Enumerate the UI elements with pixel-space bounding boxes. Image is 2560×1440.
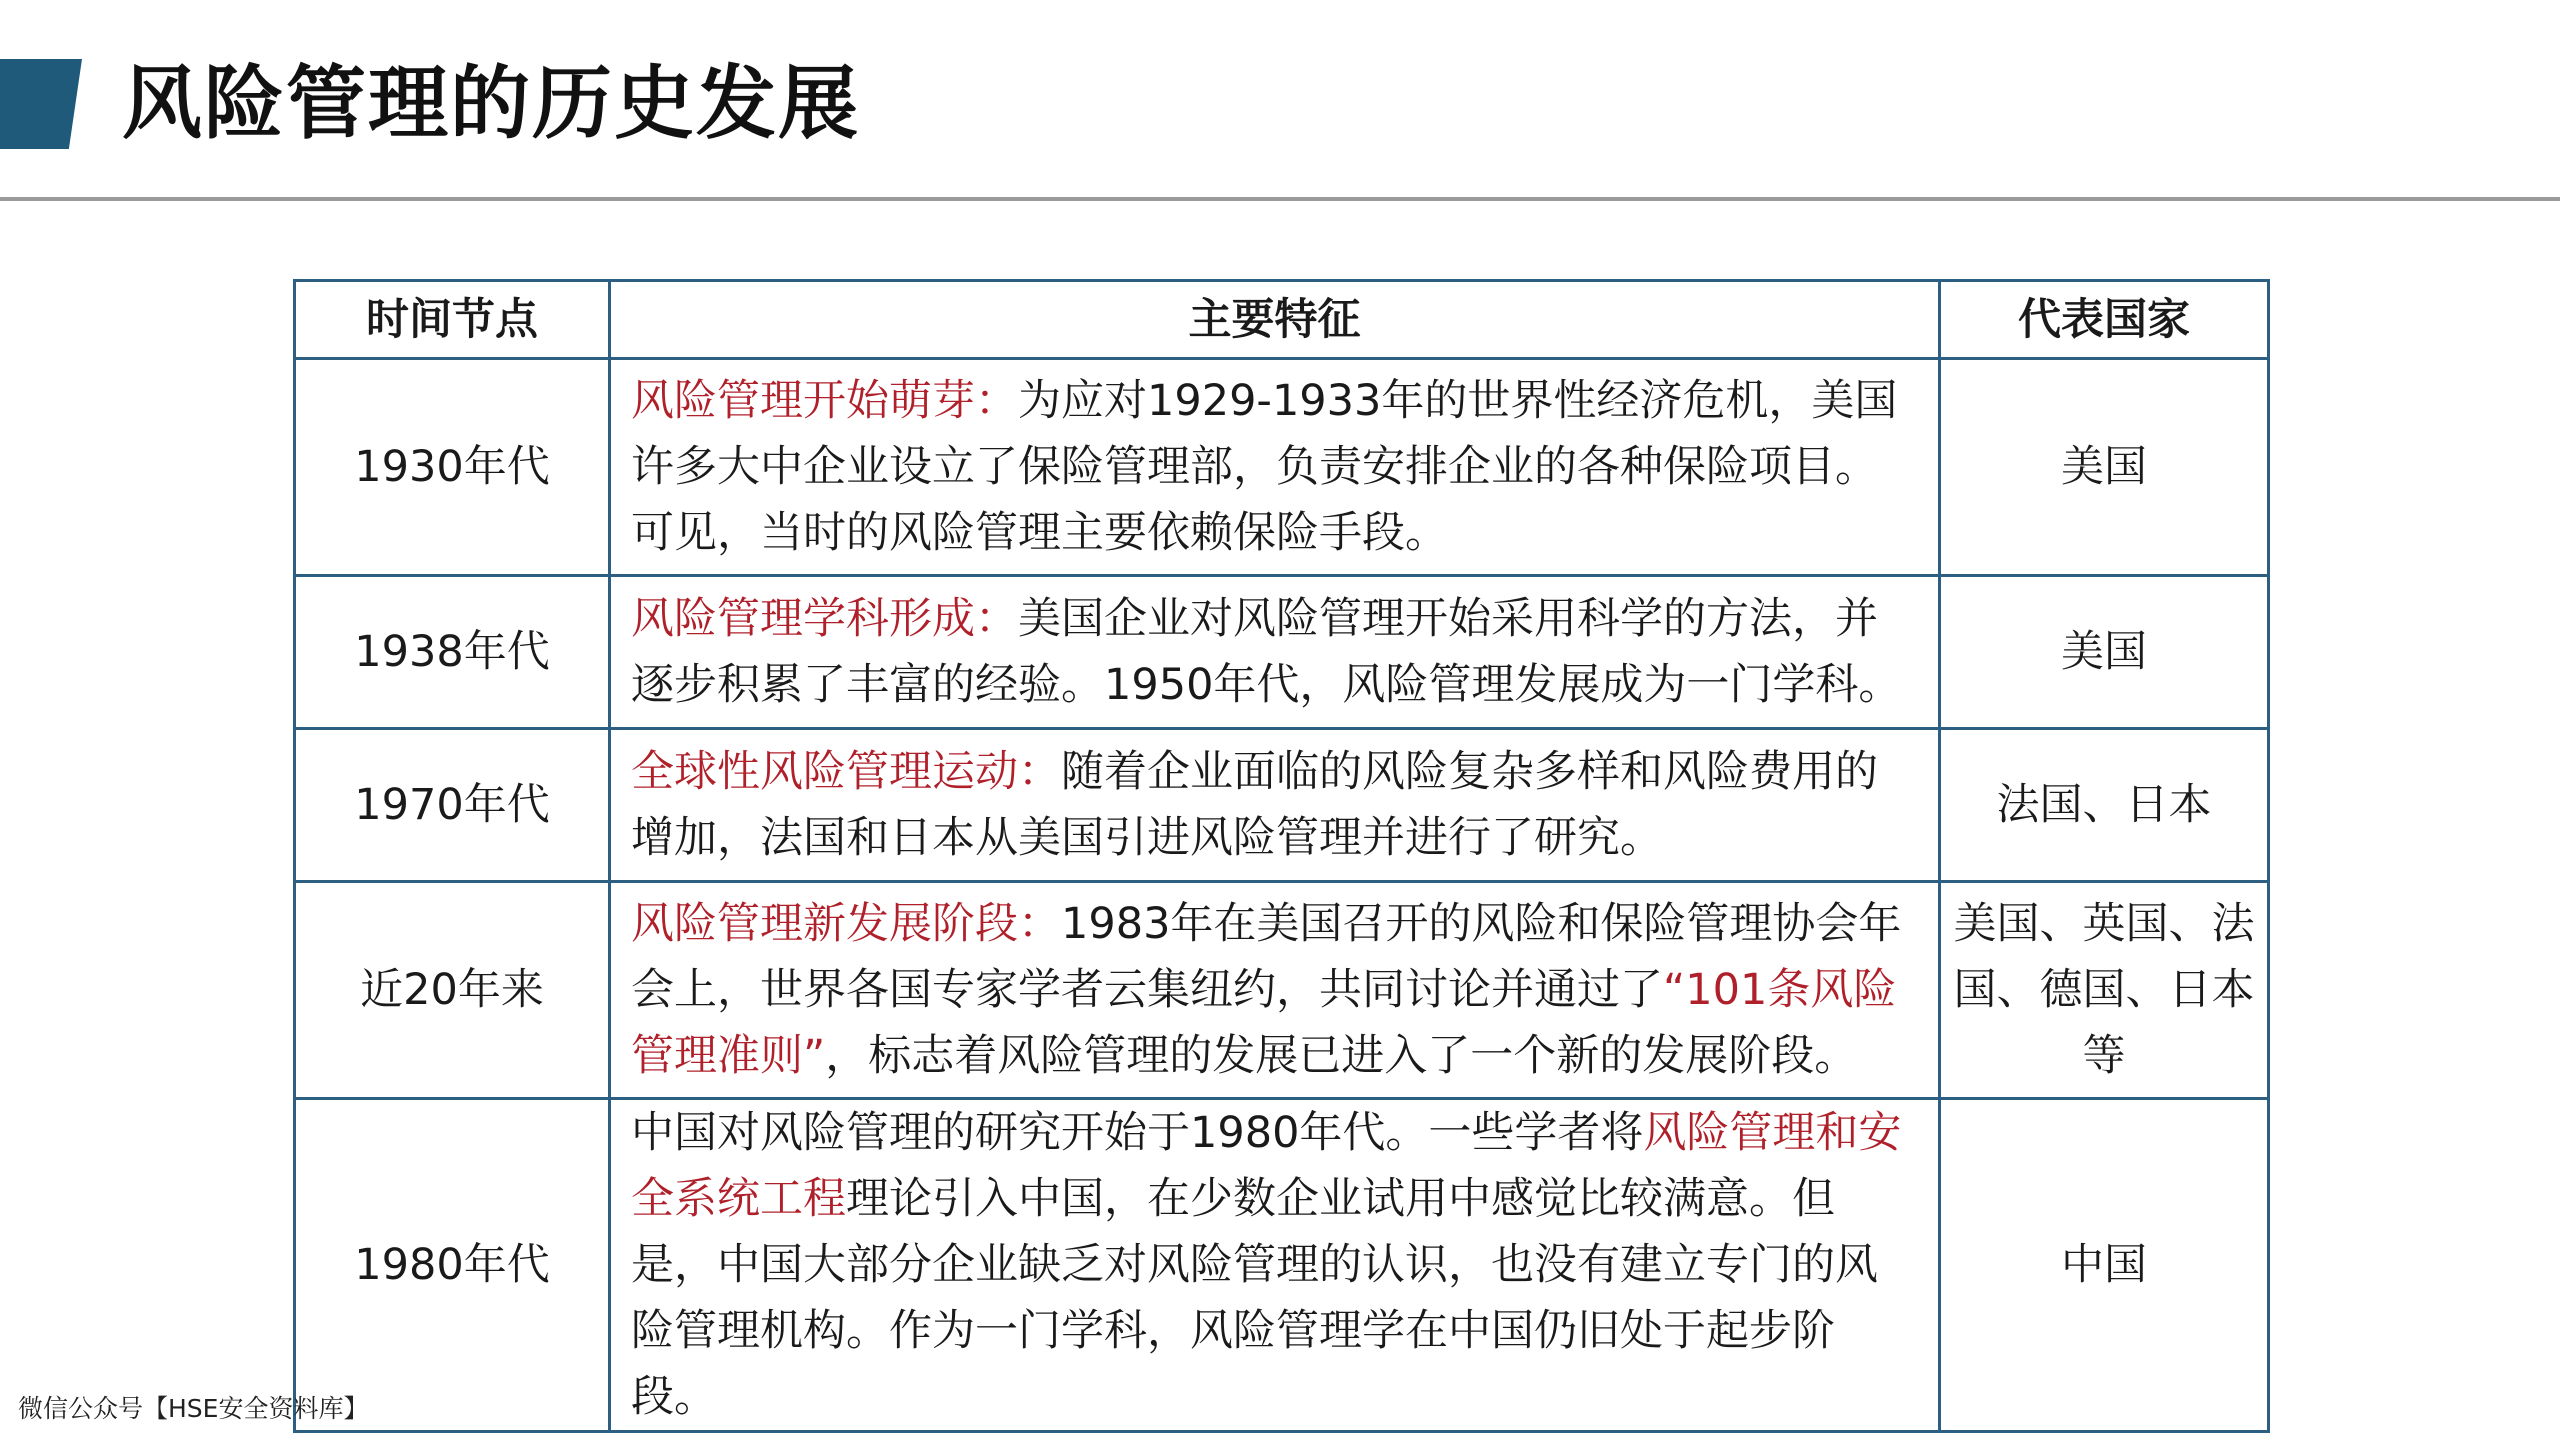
table-header-row <box>295 281 2269 359</box>
table-row <box>295 576 2269 729</box>
header-time: 时间节点 <box>295 281 610 359</box>
feature-text: 随着企业面临的风险复杂多样和风险费用的增加，法国和日本从美国引进风险管理并进行了研究。 <box>631 747 1878 863</box>
watermark-text: 微信公众号【HSE安全资料库】 <box>18 1394 369 1423</box>
title-divider <box>0 197 2560 201</box>
feature-text: 中国对风险管理的研究开始于1980年代。一些学者将 <box>631 1108 1644 1158</box>
feature-text: 为应对1929-1933年的世界性经济危机，美国许多大中企业设立了保险管理部，负责安排企业的各种保险项目。可见，当时的风险管理主要依赖保险手段。 <box>631 376 1898 558</box>
header-feature: 主要特征 <box>610 281 1940 359</box>
feature-cell <box>610 882 1940 1099</box>
feature-text: 美国企业对风险管理开始采用科学的方法，并逐步积累了丰富的经验。1950年代，风险管理发展成为一门学科。 <box>631 594 1902 710</box>
feature-cell <box>610 729 1940 882</box>
feature-highlight: 风险管理和安全系统工程 <box>631 1108 1902 1224</box>
feature-highlight: 风险管理学科形成： <box>631 594 1018 644</box>
feature-text: ，标志着风险管理的发展已进入了一个新的发展阶段。 <box>825 1031 1858 1081</box>
country-cell: 美国 <box>1940 359 2269 576</box>
time-cell: 1930年代 <box>295 359 610 576</box>
country-cell: 法国、日本 <box>1940 729 2269 882</box>
feature-text: 1983年在美国召开的风险和保险管理协会年会上，世界各国专家学者云集纽约，共同讨论并通过了 <box>631 899 1902 1015</box>
feature-highlight: 全球性风险管理运动： <box>631 747 1061 797</box>
header-country: 代表国家 <box>1940 281 2269 359</box>
time-cell: 近20年来 <box>295 882 610 1099</box>
table-row <box>295 1099 2269 1432</box>
table-row <box>295 882 2269 1099</box>
page-title: 风险管理的历史发展 <box>122 56 860 150</box>
time-cell: 1980年代 <box>295 1099 610 1432</box>
feature-cell <box>610 576 1940 729</box>
feature-cell <box>610 359 1940 576</box>
feature-cell <box>610 1099 1940 1432</box>
feature-text: 理论引入中国，在少数企业试用中感觉比较满意。但是，中国大部分企业缺乏对风险管理的认识，也没有建立专门的风险管理机构。作为一门学科，风险管理学在中国仍旧处于起步阶段。 <box>631 1174 1878 1422</box>
feature-highlight: 风险管理开始萌芽： <box>631 376 1018 426</box>
country-cell: 美国、英国、法国、德国、日本等 <box>1940 882 2269 1099</box>
feature-highlight: “101条风险管理准则” <box>631 965 1897 1081</box>
table-row <box>295 729 2269 882</box>
title-accent-bar <box>0 59 82 149</box>
country-cell: 美国 <box>1940 576 2269 729</box>
feature-highlight: 风险管理新发展阶段： <box>631 899 1061 949</box>
time-cell: 1970年代 <box>295 729 610 882</box>
history-table <box>293 279 2270 1433</box>
table-row <box>295 359 2269 576</box>
country-cell: 中国 <box>1940 1099 2269 1432</box>
time-cell: 1938年代 <box>295 576 610 729</box>
